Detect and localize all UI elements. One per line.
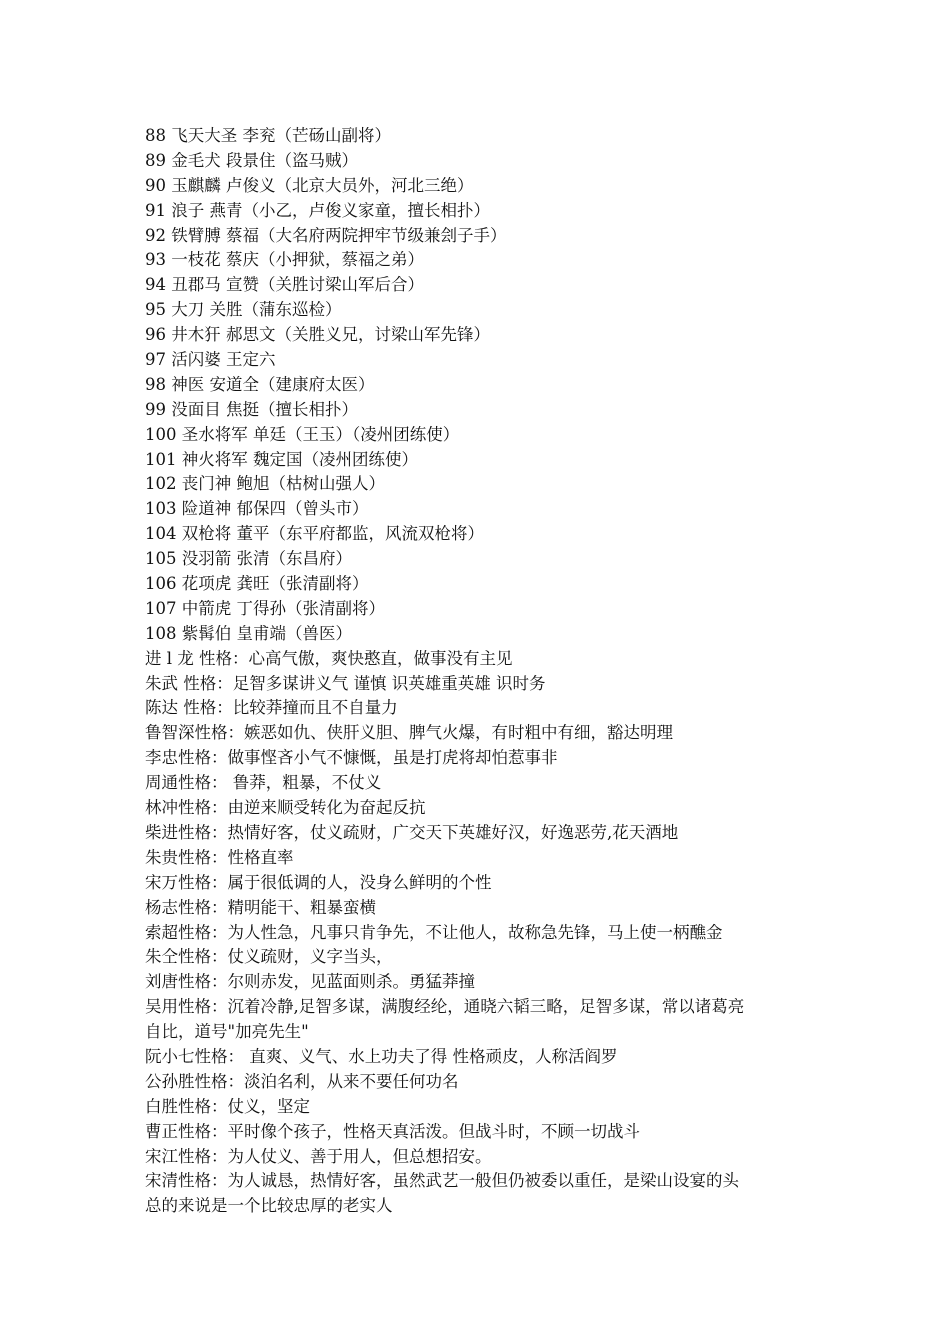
- character-trait-line: 杨志性格：精明能干、粗暴蛮横: [145, 897, 376, 917]
- list-item: 107 中箭虎 丁得孙（张清副将）: [145, 598, 385, 618]
- character-trait-line: 宋万性格：属于很低调的人，没身么鲜明的个性: [145, 872, 492, 892]
- list-item: 104 双枪将 董平（东平府都监，风流双枪将）: [145, 524, 484, 544]
- list-item: 102 丧门神 鲍旭（枯树山强人）: [145, 474, 385, 494]
- character-trait-line: 宋清性格：为人诚恳，热情好客，虽然武艺一般但仍被委以重任，是梁山设宴的头: [145, 1171, 739, 1191]
- character-trait-line: 曹正性格：平时像个孩子，性格天真活泼。但战斗时，不顾一切战斗: [145, 1121, 640, 1141]
- list-item: 95 大刀 关胜（蒲东巡检）: [145, 300, 342, 320]
- character-trait-line: 刘唐性格：尔则赤发，见蓝面则杀。勇猛莽撞: [145, 972, 475, 992]
- list-item: 106 花项虎 龚旺（张清副将）: [145, 574, 369, 594]
- character-trait-line: 朱仝性格：仗义疏财，义字当头，: [145, 947, 393, 967]
- character-trait-line: 宋江性格：为人仗义、善于用人，但总想招安。: [145, 1146, 492, 1166]
- character-trait-line: 李忠性格：做事悭吝小气不慷慨，虽是打虎将却怕惹事非: [145, 748, 558, 768]
- character-trait-line: 公孙胜性格：淡泊名利，从来不要任何功名: [145, 1071, 459, 1091]
- list-item: 93 一枝花 蔡庆（小押狱，蔡福之弟）: [145, 250, 424, 270]
- list-item: 90 玉麒麟 卢俊义（北京大员外，河北三绝）: [145, 175, 474, 195]
- document-body: [145, 124, 815, 1219]
- list-item: 101 神火将军 魏定国（凌州团练使）: [145, 449, 418, 469]
- character-trait-line: 白胜性格：仗义，坚定: [145, 1096, 310, 1116]
- character-trait-line: 自比，道号"加亮先生": [145, 1022, 309, 1042]
- character-trait-line: 进 l 龙 性格：心高气傲，爽快憨直，做事没有主见: [145, 648, 513, 668]
- character-trait-line: 阮小七性格： 直爽、义气、水上功夫了得 性格顽皮，人称活阎罗: [145, 1046, 618, 1066]
- list-item: 89 金毛犬 段景住（盗马贼）: [145, 150, 358, 170]
- list-item: 88 飞天大圣 李兖（芒砀山副将）: [145, 126, 391, 145]
- list-item: 96 井木犴 郝思文（关胜义兄，讨梁山军先锋）: [145, 325, 490, 345]
- character-trait-line: 朱武 性格：足智多谋讲义气 谨慎 识英雄重英雄 识时务: [145, 673, 546, 693]
- list-item: 92 铁臂膊 蔡福（大名府两院押牢节级兼刽子手）: [145, 225, 507, 245]
- list-item: 103 险道神 郁保四（曾头市）: [145, 499, 369, 519]
- list-item: 100 圣水将军 单廷（王玉）（凌州团练使）: [145, 424, 460, 444]
- character-trait-line: 总的来说是一个比较忠厚的老实人: [145, 1196, 393, 1216]
- list-item: 98 神医 安道全（建康府太医）: [145, 374, 375, 394]
- character-trait-line: 索超性格：为人性急，凡事只肯争先，不让他人，故称急先锋，马上使一柄醮金: [145, 922, 723, 942]
- list-item: 97 活闪婆 王定六: [145, 350, 276, 370]
- list-item: 108 紫髯伯 皇甫端（兽医）: [145, 623, 352, 643]
- character-trait-line: 朱贵性格：性格直率: [145, 847, 294, 867]
- character-trait-line: 林冲性格：由逆来顺受转化为奋起反抗: [145, 798, 426, 818]
- list-item: 91 浪子 燕青（小乙，卢俊义家童，擅长相扑）: [145, 200, 490, 220]
- character-trait-line: 鲁智深性格：嫉恶如仇、侠肝义胆、脾气火爆，有时粗中有细，豁达明理: [145, 723, 673, 743]
- character-trait-line: 柴进性格：热情好客，仗义疏财，广交天下英雄好汉，好逸恶劳,花天酒地: [145, 822, 679, 842]
- list-item: 94 丑郡马 宣赞（关胜讨梁山军后合）: [145, 275, 424, 295]
- character-trait-line: 陈达 性格：比较莽撞而且不自量力: [145, 698, 398, 718]
- character-trait-line: 吴用性格：沉着冷静,足智多谋，满腹经纶，通晓六韬三略，足智多谋，常以诸葛亮: [145, 997, 745, 1017]
- character-trait-line: 周通性格： 鲁莽，粗暴，不仗义: [145, 773, 382, 793]
- list-item: 105 没羽箭 张清（东昌府）: [145, 549, 352, 569]
- list-item: 99 没面目 焦挺（擅长相扑）: [145, 399, 358, 419]
